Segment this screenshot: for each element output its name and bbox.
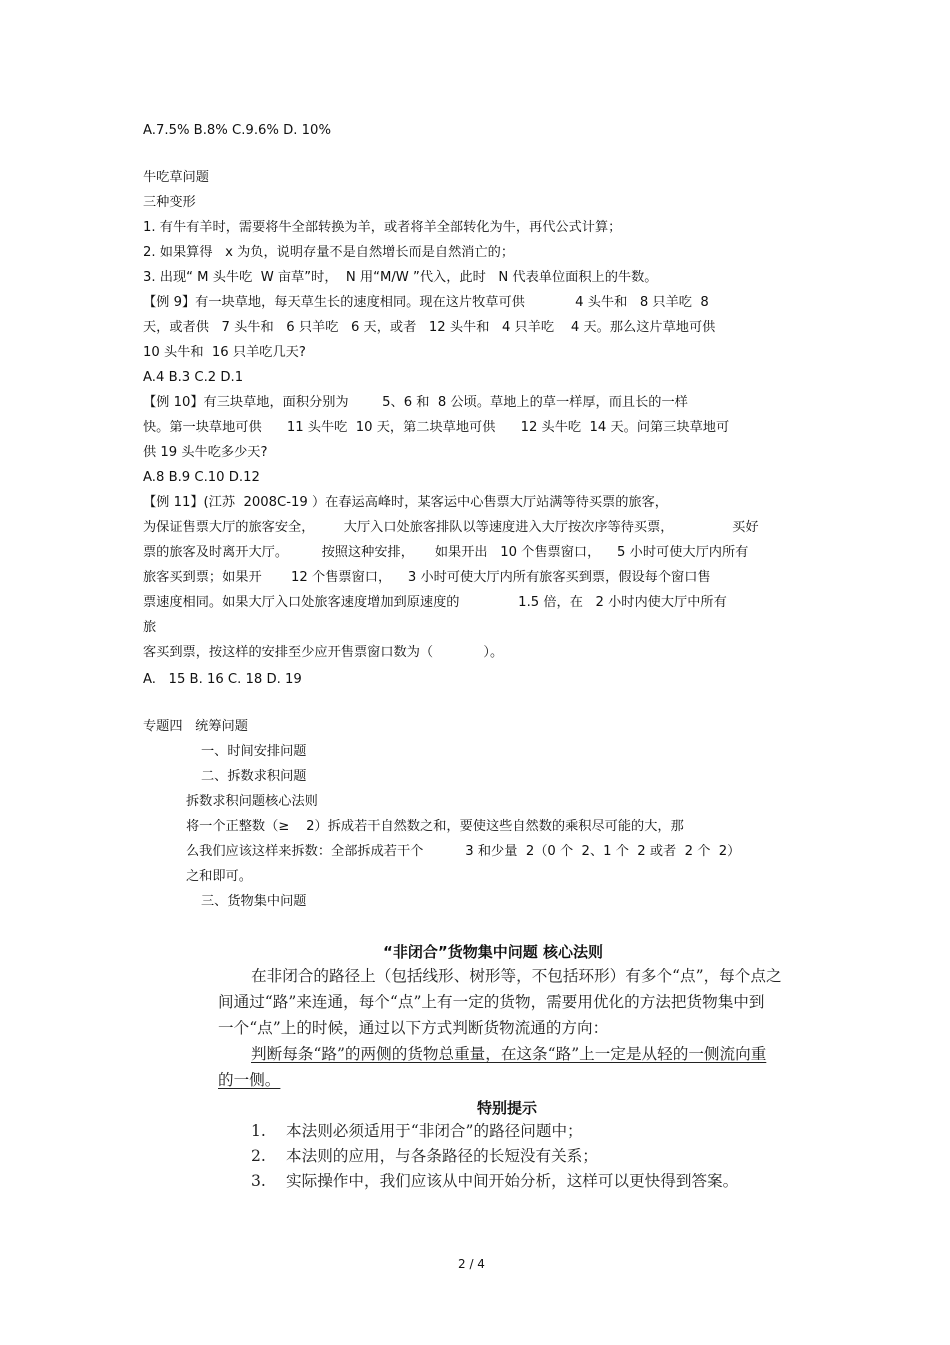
tip-text: 实际操作中，我们应该从中间开始分析，这样可以更快得到答案。 (286, 1172, 739, 1190)
rule-statement-line: 判断每条“路”的两侧的货物总重量，在这条“路”上一定是从轻的一侧流向重 (251, 1045, 767, 1063)
text-line: 么我们应该这样来拆数：全部拆成若干个 3 和少量 2（0 个 2、1 个 2 或者 2 个 2） (186, 844, 741, 859)
text-line: 将一个正整数（≥ 2）拆成若干自然数之和，要使这些自然数的乘积尽可能的大，那 (186, 819, 684, 834)
rule-heading: 拆数求积问题核心法则 (186, 794, 318, 809)
example-line: 快。第一块草地可供 11 头牛吃 10 天，第二块草地可供 12 头牛吃 14 天。问第三块草地可 (143, 420, 730, 435)
tip-number: 1. (251, 1122, 266, 1140)
rule-paragraph-line: 一个“点”上的时候，通过以下方式判断货物流通的方向： (218, 1019, 609, 1037)
rule-box-title: “非闭合”货物集中问题 核心法则 (383, 943, 603, 961)
example-line: 票的旅客及时离开大厅。 按照这种安排， 如果开出 10 个售票窗口， 5 小时可使大厅内所有 (143, 545, 749, 560)
example-line: 天，或者供 7 头牛和 6 只羊吃 6 天，或者 12 头牛和 4 只羊吃 4 天。那么这片草地可供 (143, 320, 716, 335)
answer-options-line: A. 15 B. 16 C. 18 D. 19 (143, 672, 302, 687)
tip-text: 本法则的应用，与各条路径的长短没有关系； (286, 1147, 598, 1165)
section-heading: 牛吃草问题 (143, 170, 209, 185)
answer-options-line: A.8 B.9 C.10 D.12 (143, 470, 260, 485)
rule-paragraph-line: 在非闭合的路径上（包括线形、树形等，不包括环形）有多个“点”，每个点之 (251, 967, 782, 985)
example-line: 供 19 头牛吃多少天? (143, 445, 268, 460)
example-line: 【例 9】有一块草地，每天草生长的速度相同。现在这片牧草可供 4 头牛和 8 只羊吃 8 (143, 295, 709, 310)
example-line: 【例 10】有三块草地，面积分别为 5、6 和 8 公顷。草地上的草一样厚，而且长的一样 (143, 395, 688, 410)
rule-statement-line: 的一侧。 (218, 1071, 281, 1089)
page-number: 2 / 4 (458, 1257, 485, 1271)
subsection-heading: 二、拆数求积问题 (201, 769, 307, 784)
tip-number: 3. (251, 1172, 266, 1190)
example-line: 客买到票，按这样的安排至少应开售票窗口数为（ ）。 (143, 645, 504, 660)
example-line: 票速度相同。如果大厅入口处旅客速度增加到原速度的 1.5 倍，在 2 小时内使大厅中所有 (143, 595, 727, 610)
tip-text: 本法则必须适用于“非闭合”的路径问题中； (286, 1122, 583, 1140)
rule-paragraph-line: 间通过“路”来连通，每个“点”上有一定的货物，需要用优化的方法把货物集中到 (218, 993, 765, 1011)
text-line: 之和即可。 (186, 869, 252, 884)
example-line: 10 头牛和 16 只羊吃几天? (143, 345, 306, 360)
subsection-heading: 三种变形 (143, 195, 196, 210)
example-line: 旅 (143, 620, 157, 635)
example-line: 为保证售票大厅的旅客安全， 大厅入口处旅客排队以等速度进入大厅按次序等待买票， 买好 (143, 520, 759, 535)
tips-title: 特别提示 (477, 1099, 538, 1117)
text-line: 2. 如果算得 x 为负，说明存量不是自然增长而是自然消亡的； (143, 245, 515, 260)
text-line: 1. 有牛有羊时，需要将牛全部转换为羊，或者将羊全部转化为牛，再代公式计算； (143, 220, 622, 235)
answer-options-line: A.7.5% B.8% C.9.6% D. 10% (143, 123, 331, 138)
example-line: 旅客买到票；如果开 12 个售票窗口， 3 小时可使大厅内所有旅客买到票，假设每个窗口售 (143, 570, 711, 585)
section-heading: 专题四 统筹问题 (143, 719, 248, 734)
example-line: 【例 11】(江苏 2008C-19 ）在春运高峰时，某客运中心售票大厅站满等待买票的旅客， (143, 495, 668, 510)
answer-options-line: A.4 B.3 C.2 D.1 (143, 370, 244, 385)
tip-number: 2. (251, 1147, 266, 1165)
subsection-heading: 一、时间安排问题 (201, 744, 307, 759)
text-line: 3. 出现“ M 头牛吃 W 亩草”时， N 用“M/W ”代入，此时 N 代表单位面积上的牛数。 (143, 270, 658, 285)
subsection-heading: 三、货物集中问题 (201, 894, 307, 909)
